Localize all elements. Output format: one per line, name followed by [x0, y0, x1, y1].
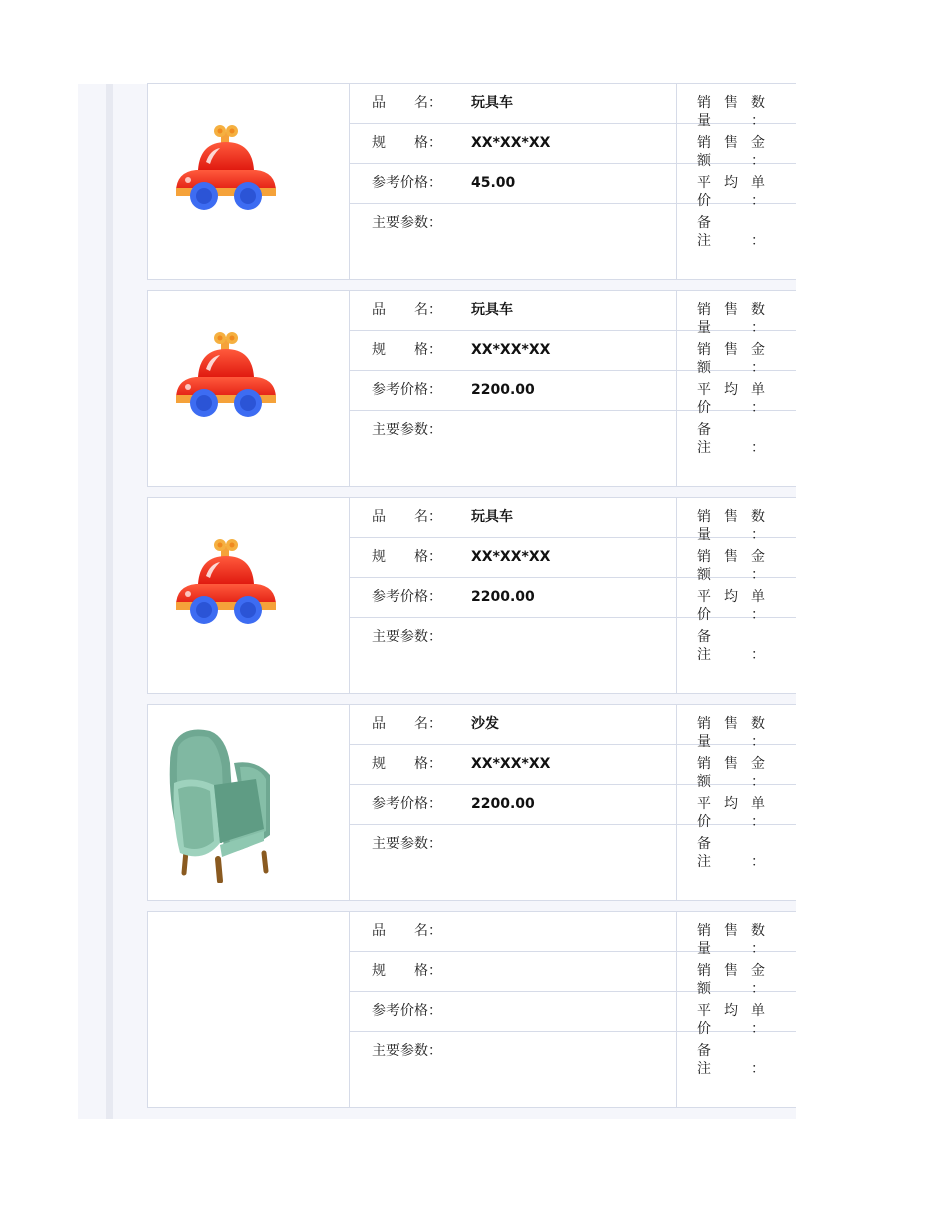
sales-amount-label: 销售金额： — [697, 342, 765, 376]
name-label: 品 名： — [372, 923, 442, 939]
avg-price-label: 平均单价： — [697, 1003, 765, 1037]
sales-info-column — [677, 84, 796, 279]
product-info-column — [350, 498, 677, 693]
product-spec: XX*XX*XX — [471, 549, 551, 565]
avg-price-label: 平均单价： — [697, 796, 765, 830]
avg-price-label: 平均单价： — [697, 175, 765, 209]
product-image-cell — [148, 291, 350, 486]
name-label: 品 名： — [372, 716, 442, 732]
product-ref-price: 45.00 — [471, 175, 516, 191]
toy-car-icon — [174, 329, 278, 421]
product-ref-price: 2200.00 — [471, 382, 535, 398]
main-params-label: 主要参数： — [372, 422, 442, 438]
ref-price-label: 参考价格： — [372, 382, 442, 398]
name-label: 品 名： — [372, 302, 442, 318]
remark-label: 备 注： — [697, 215, 765, 249]
product-image-cell — [148, 705, 350, 900]
ref-price-label: 参考价格： — [372, 1003, 442, 1019]
product-card — [147, 911, 796, 1108]
sales-amount-label: 销售金额： — [697, 756, 765, 790]
remark-label: 备 注： — [697, 836, 765, 870]
sales-qty-label: 销售数量： — [697, 509, 765, 543]
remark-label: 备 注： — [697, 1043, 765, 1077]
avg-price-label: 平均单价： — [697, 382, 765, 416]
product-info-column — [350, 84, 677, 279]
spec-label: 规 格： — [372, 549, 442, 565]
product-spec: XX*XX*XX — [471, 756, 551, 772]
product-spec: XX*XX*XX — [471, 135, 551, 151]
spec-label: 规 格： — [372, 342, 442, 358]
remark-label: 备 注： — [697, 422, 765, 456]
product-info-column — [350, 705, 677, 900]
sales-qty-label: 销售数量： — [697, 716, 765, 750]
product-image-cell — [148, 84, 350, 279]
spec-label: 规 格： — [372, 756, 442, 772]
sales-amount-label: 销售金额： — [697, 549, 765, 583]
product-ref-price: 2200.00 — [471, 796, 535, 812]
product-spec: XX*XX*XX — [471, 342, 551, 358]
product-name: 玩具车 — [471, 509, 513, 525]
ref-price-label: 参考价格： — [372, 175, 442, 191]
main-params-label: 主要参数： — [372, 1043, 442, 1059]
avg-price-label: 平均单价： — [697, 589, 765, 623]
main-params-label: 主要参数： — [372, 215, 442, 231]
spec-label: 规 格： — [372, 135, 442, 151]
toy-car-icon — [174, 536, 278, 628]
main-params-label: 主要参数： — [372, 836, 442, 852]
product-card — [147, 704, 796, 901]
sales-qty-label: 销售数量： — [697, 923, 765, 957]
toy-car-icon — [174, 122, 278, 214]
name-label: 品 名： — [372, 95, 442, 111]
sales-qty-label: 销售数量： — [697, 95, 765, 129]
remark-label: 备 注： — [697, 629, 765, 663]
name-label: 品 名： — [372, 509, 442, 525]
product-name: 玩具车 — [471, 95, 513, 111]
sales-amount-label: 销售金额： — [697, 135, 765, 169]
main-params-label: 主要参数： — [372, 629, 442, 645]
sales-info-column — [677, 291, 796, 486]
product-info-column — [350, 291, 677, 486]
sales-qty-label: 销售数量： — [697, 302, 765, 336]
sales-info-column — [677, 498, 796, 693]
product-card — [147, 83, 796, 280]
product-image-cell — [148, 912, 350, 1107]
product-info-column — [350, 912, 677, 1107]
armchair-icon — [164, 723, 276, 883]
product-ref-price: 2200.00 — [471, 589, 535, 605]
sales-info-column — [677, 912, 796, 1107]
product-name: 玩具车 — [471, 302, 513, 318]
ref-price-label: 参考价格： — [372, 796, 442, 812]
product-card — [147, 290, 796, 487]
product-card — [147, 497, 796, 694]
spec-label: 规 格： — [372, 963, 442, 979]
ref-price-label: 参考价格： — [372, 589, 442, 605]
product-name: 沙发 — [471, 716, 499, 732]
product-image-cell — [148, 498, 350, 693]
sales-info-column — [677, 705, 796, 900]
sales-amount-label: 销售金额： — [697, 963, 765, 997]
